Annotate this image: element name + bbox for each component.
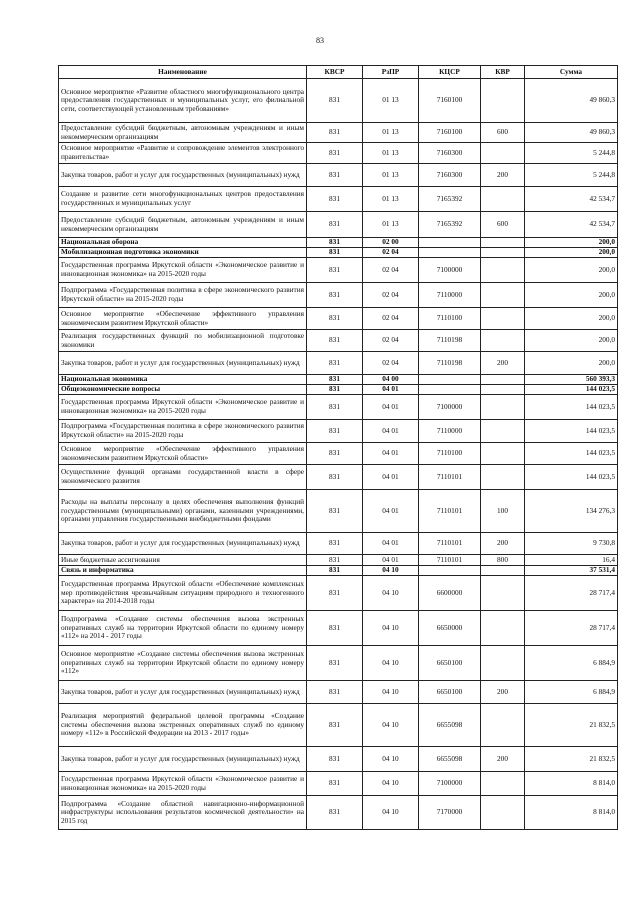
row-kvsr: 831 (307, 330, 363, 352)
row-kcsr: 7110198 (419, 352, 481, 375)
row-name: Подпрограмма «Создание областной навигационно-информационной инфраструктуры использования результатов космической деятельности» на 2015 год (59, 796, 307, 830)
table-row (59, 566, 618, 576)
row-sum: 200,0 (525, 258, 618, 283)
row-rzpr: 02 04 (363, 283, 419, 308)
row-kvsr: 831 (307, 490, 363, 533)
table-row (59, 79, 618, 123)
row-kvr (481, 566, 525, 576)
row-rzpr: 04 10 (363, 646, 419, 681)
row-name: Общеэкономические вопросы (59, 385, 307, 395)
table-row (59, 490, 618, 533)
header-kcsr: КЦСР (419, 66, 481, 79)
row-name: Подпрограмма «Государственная политика в сфере экономического развития Иркутской области» на 2015-2020 годы (59, 283, 307, 308)
row-name: Основное мероприятие «Развитие и сопровождение элементов электронного правительства» (59, 143, 307, 164)
row-kcsr: 6600000 (419, 576, 481, 611)
table-row (59, 681, 618, 704)
row-name: Закупка товаров, работ и услуг для государственных (муниципальных) нужд (59, 747, 307, 772)
row-name: Государственная программа Иркутской области «Экономическое развитие и инновационная экономика» на 2015-2020 годы (59, 395, 307, 420)
row-rzpr: 04 01 (363, 555, 419, 566)
row-kcsr: 7110000 (419, 420, 481, 443)
row-kvr (481, 385, 525, 395)
row-name: Основное мероприятие «Обеспечение эффективного управления экономическим развитием Иркутской области» (59, 308, 307, 330)
row-kcsr (419, 385, 481, 395)
row-kcsr: 6655098 (419, 704, 481, 747)
row-kcsr: 6650100 (419, 646, 481, 681)
row-kcsr: 7110101 (419, 465, 481, 490)
row-kcsr: 7165392 (419, 187, 481, 212)
row-rzpr: 02 04 (363, 308, 419, 330)
row-kvr: 200 (481, 352, 525, 375)
row-rzpr: 02 04 (363, 248, 419, 258)
row-kcsr (419, 566, 481, 576)
row-kcsr: 7110198 (419, 330, 481, 352)
table-row (59, 238, 618, 248)
row-kcsr (419, 248, 481, 258)
row-kvr (481, 704, 525, 747)
table-row (59, 330, 618, 352)
row-sum: 6 884,9 (525, 646, 618, 681)
table-row (59, 704, 618, 747)
row-name: Национальная экономика (59, 375, 307, 385)
row-rzpr: 04 10 (363, 681, 419, 704)
row-kvsr: 831 (307, 187, 363, 212)
table-row (59, 772, 618, 796)
row-kvr (481, 187, 525, 212)
table-row (59, 164, 618, 187)
row-kvsr: 831 (307, 123, 363, 143)
row-rzpr: 04 00 (363, 375, 419, 385)
row-name: Мобилизационная подготовка экономики (59, 248, 307, 258)
row-sum: 200,0 (525, 330, 618, 352)
row-kvsr: 831 (307, 420, 363, 443)
row-kvsr: 831 (307, 465, 363, 490)
row-kvr (481, 465, 525, 490)
row-sum: 42 534,7 (525, 187, 618, 212)
row-name: Государственная программа Иркутской области «Экономическое развитие и инновационная экономика» на 2015-2020 годы (59, 772, 307, 796)
page-number: 83 (316, 36, 324, 45)
row-name: Реализация мероприятий федеральной целевой программы «Создание системы обеспечения вызова экстренных оперативных служб по единому номеру «112» в Российской Федерации на 2013 - 2017 годы» (59, 704, 307, 747)
row-kvr (481, 238, 525, 248)
row-rzpr: 04 01 (363, 443, 419, 465)
row-kvsr: 831 (307, 704, 363, 747)
row-sum: 144 023,5 (525, 385, 618, 395)
row-kvr: 200 (481, 164, 525, 187)
row-sum: 5 244,8 (525, 143, 618, 164)
table-header-row (59, 66, 618, 79)
row-rzpr: 01 13 (363, 143, 419, 164)
row-sum: 144 023,5 (525, 395, 618, 420)
table-row (59, 443, 618, 465)
row-kvr (481, 420, 525, 443)
table-row (59, 248, 618, 258)
row-kvr (481, 79, 525, 123)
header-kvr: КВР (481, 66, 525, 79)
row-sum: 37 531,4 (525, 566, 618, 576)
table-row (59, 646, 618, 681)
table-row (59, 308, 618, 330)
row-name: Предоставление субсидий бюджетным, автономным учреждениям и иным некоммерческим организациям (59, 123, 307, 143)
row-kvsr: 831 (307, 308, 363, 330)
row-kcsr: 7160300 (419, 164, 481, 187)
row-kcsr: 7110100 (419, 443, 481, 465)
row-kvsr: 831 (307, 258, 363, 283)
row-kvr: 600 (481, 212, 525, 238)
row-sum: 42 534,7 (525, 212, 618, 238)
row-kvsr: 831 (307, 747, 363, 772)
row-kcsr (419, 238, 481, 248)
row-kvsr: 831 (307, 533, 363, 555)
table-row (59, 555, 618, 566)
row-kcsr: 7110000 (419, 283, 481, 308)
row-name: Реализация государственных функций по мобилизационной подготовке экономики (59, 330, 307, 352)
row-kvsr: 831 (307, 566, 363, 576)
row-kvr (481, 143, 525, 164)
table-row (59, 420, 618, 443)
row-rzpr: 01 13 (363, 164, 419, 187)
row-sum: 28 717,4 (525, 576, 618, 611)
row-name: Связь и информатика (59, 566, 307, 576)
row-sum: 144 023,5 (525, 465, 618, 490)
table-row (59, 465, 618, 490)
row-kcsr: 7110101 (419, 490, 481, 533)
table-row (59, 375, 618, 385)
row-rzpr: 04 10 (363, 704, 419, 747)
row-kcsr: 7110101 (419, 533, 481, 555)
header-kvsr: КВСР (307, 66, 363, 79)
table-row (59, 395, 618, 420)
row-kvr (481, 375, 525, 385)
row-name: Национальная оборона (59, 238, 307, 248)
row-kcsr: 6650000 (419, 611, 481, 646)
row-rzpr: 01 13 (363, 212, 419, 238)
row-kvsr: 831 (307, 164, 363, 187)
row-name: Закупка товаров, работ и услуг для государственных (муниципальных) нужд (59, 681, 307, 704)
header-rzpr: РзПР (363, 66, 419, 79)
row-kcsr (419, 375, 481, 385)
row-name: Расходы на выплаты персоналу в целях обеспечения выполнения функций государственными (муниципальными) органами, казенными учреждениями, органами управления государственными внебюджетными фондами (59, 490, 307, 533)
row-kvsr: 831 (307, 681, 363, 704)
header-sum: Сумма (525, 66, 618, 79)
row-kvr: 600 (481, 123, 525, 143)
row-name: Создание и развитие сети многофункциональных центров предоставления государственных и муниципальных услуг (59, 187, 307, 212)
row-sum: 49 860,3 (525, 79, 618, 123)
row-kvr: 200 (481, 533, 525, 555)
row-name: Закупка товаров, работ и услуг для государственных (муниципальных) нужд (59, 352, 307, 375)
row-kcsr: 7160100 (419, 123, 481, 143)
row-kcsr: 7165392 (419, 212, 481, 238)
row-kvsr: 831 (307, 79, 363, 123)
row-kvsr: 831 (307, 555, 363, 566)
row-kvsr: 831 (307, 576, 363, 611)
row-rzpr: 04 01 (363, 490, 419, 533)
row-rzpr: 04 10 (363, 796, 419, 830)
row-sum: 28 717,4 (525, 611, 618, 646)
row-kcsr: 7170000 (419, 796, 481, 830)
row-sum: 9 730,8 (525, 533, 618, 555)
row-kvr (481, 611, 525, 646)
row-sum: 144 023,5 (525, 420, 618, 443)
row-rzpr: 04 10 (363, 772, 419, 796)
row-sum: 6 884,9 (525, 681, 618, 704)
row-kcsr: 7100000 (419, 772, 481, 796)
row-rzpr: 02 00 (363, 238, 419, 248)
row-kvr: 200 (481, 747, 525, 772)
row-kvsr: 831 (307, 395, 363, 420)
row-rzpr: 04 01 (363, 395, 419, 420)
row-kvr (481, 443, 525, 465)
row-kvsr: 831 (307, 375, 363, 385)
header-name: Наименование (59, 66, 307, 79)
row-name: Основное мероприятие «Создание системы обеспечения вызова экстренных оперативных служб на территории Иркутской области по единому номеру «112» (59, 646, 307, 681)
row-kvsr: 831 (307, 248, 363, 258)
row-kcsr: 6650100 (419, 681, 481, 704)
row-rzpr: 04 01 (363, 533, 419, 555)
table-row (59, 796, 618, 830)
row-name: Подпрограмма «Государственная политика в сфере экономического развития Иркутской области» на 2015-2020 годы (59, 420, 307, 443)
row-sum: 5 244,8 (525, 164, 618, 187)
row-kvr: 200 (481, 681, 525, 704)
table-row (59, 212, 618, 238)
row-kcsr: 7110100 (419, 308, 481, 330)
row-kcsr: 7160300 (419, 143, 481, 164)
row-kvsr: 831 (307, 772, 363, 796)
row-kvsr: 831 (307, 238, 363, 248)
row-kcsr: 7100000 (419, 395, 481, 420)
table-row (59, 258, 618, 283)
row-kvr (481, 646, 525, 681)
row-sum: 21 832,5 (525, 747, 618, 772)
row-kcsr: 7110101 (419, 555, 481, 566)
row-kvr (481, 330, 525, 352)
row-kvsr: 831 (307, 143, 363, 164)
row-name: Государственная программа Иркутской области «Обеспечение комплексных мер противодействия чрезвычайным ситуациям природного и техногенного характера» на 2014-2018 годы (59, 576, 307, 611)
row-rzpr: 04 10 (363, 747, 419, 772)
table-row (59, 385, 618, 395)
row-rzpr: 04 01 (363, 465, 419, 490)
row-kcsr: 7100000 (419, 258, 481, 283)
row-sum: 200,0 (525, 248, 618, 258)
row-rzpr: 02 04 (363, 258, 419, 283)
row-sum: 144 023,5 (525, 443, 618, 465)
budget-table (58, 65, 618, 830)
row-kcsr: 7160100 (419, 79, 481, 123)
row-kvr (481, 283, 525, 308)
row-kvr (481, 258, 525, 283)
row-kvr (481, 576, 525, 611)
row-rzpr: 04 01 (363, 385, 419, 395)
row-kvsr: 831 (307, 611, 363, 646)
row-name: Подпрограмма «Создание системы обеспечения вызова экстренных оперативных служб на территории Иркутской области по единому номеру «112» на 2014 - 2017 годы (59, 611, 307, 646)
table-row (59, 611, 618, 646)
row-kcsr: 6655098 (419, 747, 481, 772)
row-sum: 49 860,3 (525, 123, 618, 143)
row-kvr (481, 395, 525, 420)
row-kvr (481, 308, 525, 330)
row-name: Закупка товаров, работ и услуг для государственных (муниципальных) нужд (59, 533, 307, 555)
row-kvr (481, 248, 525, 258)
row-sum: 200,0 (525, 283, 618, 308)
row-kvsr: 831 (307, 796, 363, 830)
row-kvsr: 831 (307, 385, 363, 395)
row-kvsr: 831 (307, 352, 363, 375)
table-row (59, 143, 618, 164)
table-row (59, 533, 618, 555)
row-name: Закупка товаров, работ и услуг для государственных (муниципальных) нужд (59, 164, 307, 187)
row-kvsr: 831 (307, 212, 363, 238)
row-rzpr: 02 04 (363, 330, 419, 352)
table-row (59, 747, 618, 772)
table-row (59, 283, 618, 308)
row-sum: 16,4 (525, 555, 618, 566)
row-kvsr: 831 (307, 646, 363, 681)
row-kvr (481, 772, 525, 796)
table-row (59, 576, 618, 611)
row-sum: 200,0 (525, 238, 618, 248)
row-kvsr: 831 (307, 443, 363, 465)
table-row (59, 123, 618, 143)
row-rzpr: 04 10 (363, 566, 419, 576)
row-sum: 560 393,3 (525, 375, 618, 385)
row-rzpr: 01 13 (363, 79, 419, 123)
row-rzpr: 01 13 (363, 187, 419, 212)
row-name: Предоставление субсидий бюджетным, автономным учреждениям и иным некоммерческим организациям (59, 212, 307, 238)
row-kvr: 100 (481, 490, 525, 533)
row-rzpr: 02 04 (363, 352, 419, 375)
row-sum: 21 832,5 (525, 704, 618, 747)
table-row (59, 352, 618, 375)
row-name: Иные бюджетные ассигнования (59, 555, 307, 566)
row-sum: 8 814,0 (525, 796, 618, 830)
row-rzpr: 04 10 (363, 576, 419, 611)
row-name: Основное мероприятие «Развитие областного многофункционального центра предоставления государственных и муниципальных услуг, его филиальной сети, соответствующей установленным требованиям» (59, 79, 307, 123)
row-kvr: 800 (481, 555, 525, 566)
row-name: Основное мероприятие «Обеспечение эффективного управления экономическим развитием Иркутской области» (59, 443, 307, 465)
row-name: Осуществление функций органами государственной власти в сфере экономического развития (59, 465, 307, 490)
row-sum: 200,0 (525, 352, 618, 375)
row-sum: 134 276,3 (525, 490, 618, 533)
row-rzpr: 04 01 (363, 420, 419, 443)
row-rzpr: 01 13 (363, 123, 419, 143)
row-sum: 8 814,0 (525, 772, 618, 796)
row-rzpr: 04 10 (363, 611, 419, 646)
row-sum: 200,0 (525, 308, 618, 330)
row-kvr (481, 796, 525, 830)
row-name: Государственная программа Иркутской области «Экономическое развитие и инновационная экономика» на 2015-2020 годы (59, 258, 307, 283)
table-row (59, 187, 618, 212)
row-kvsr: 831 (307, 283, 363, 308)
